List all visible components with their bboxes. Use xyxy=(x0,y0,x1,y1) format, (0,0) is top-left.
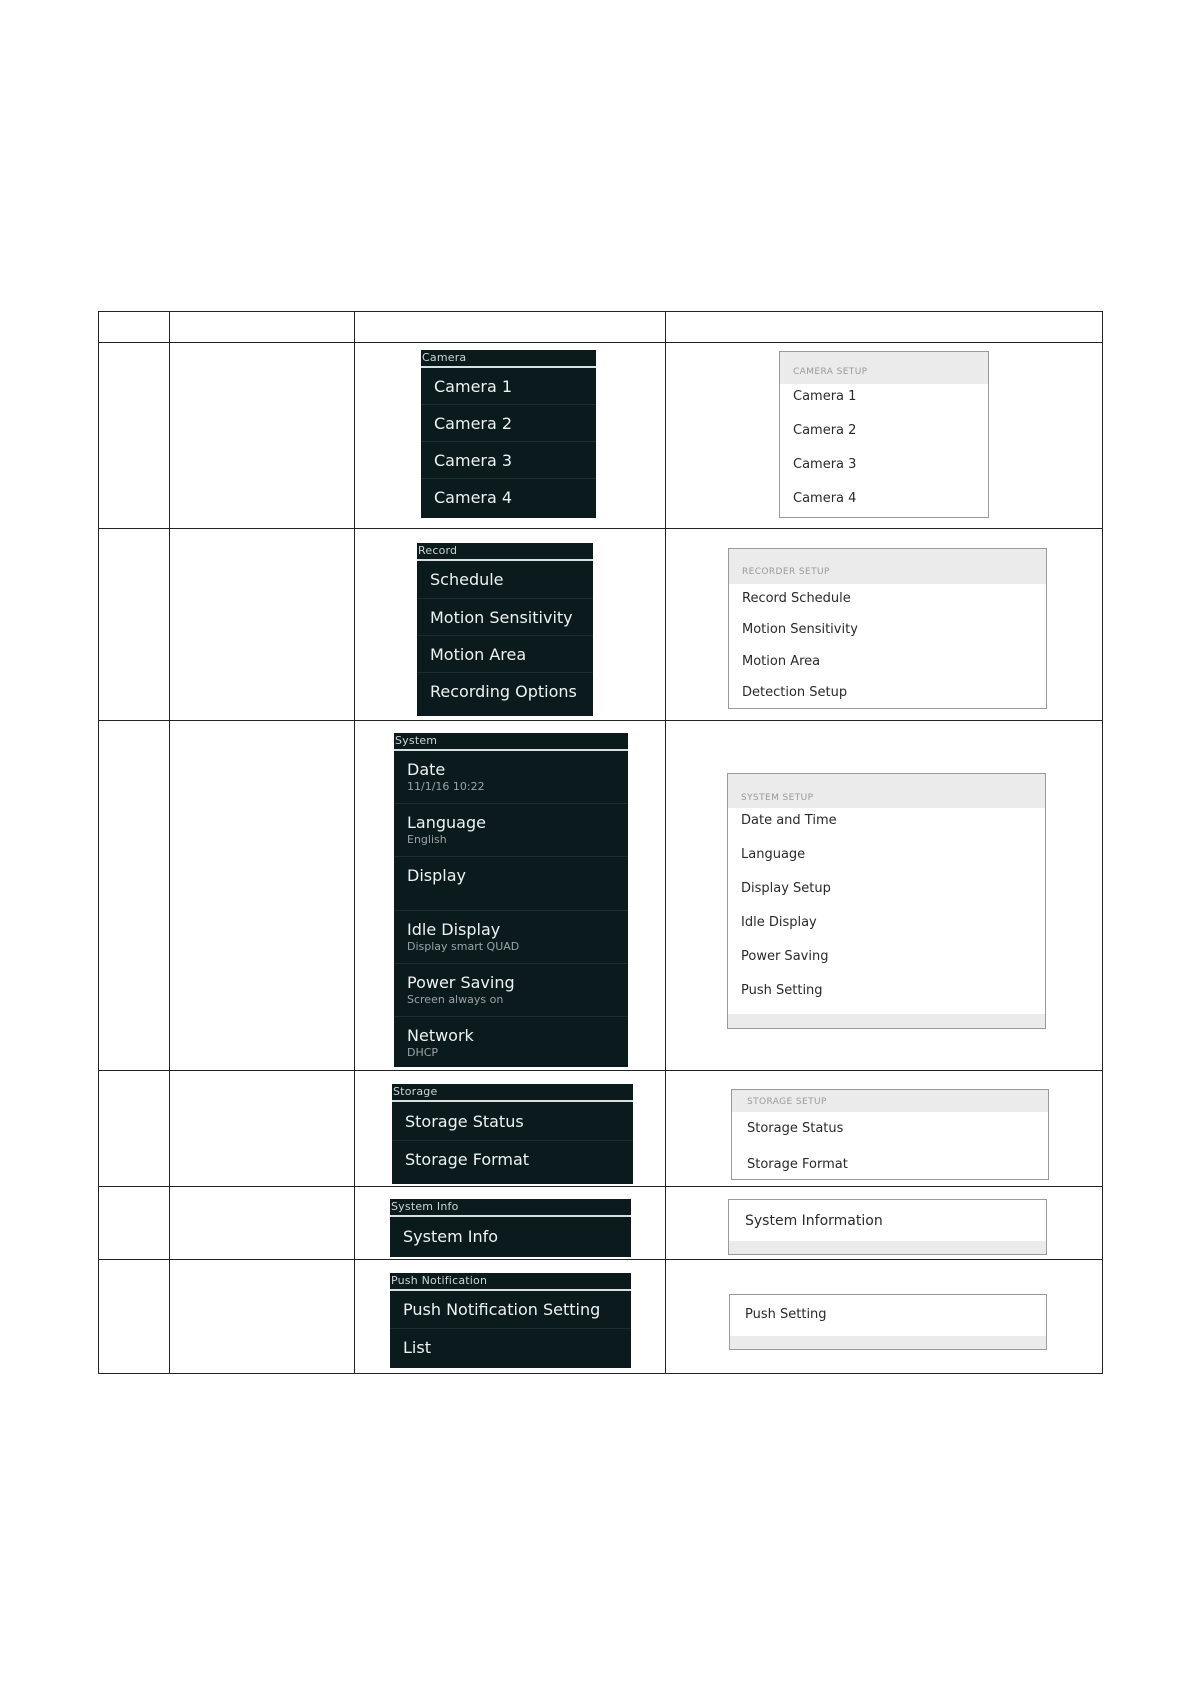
app-panel-item[interactable]: Camera 2 xyxy=(793,423,857,438)
table-border-top xyxy=(98,311,1103,312)
app-panel-footer xyxy=(728,1014,1045,1028)
app-panel-item[interactable]: Push Setting xyxy=(741,983,823,998)
app-panel-item[interactable]: Record Schedule xyxy=(742,591,851,606)
device-menu-label: Storage Format xyxy=(405,1150,530,1169)
device-menu-item[interactable] xyxy=(390,1291,631,1329)
device-menu-subtext: Screen always on xyxy=(407,993,504,1006)
table-border-right xyxy=(1102,311,1103,1374)
device-menu-label: Camera 3 xyxy=(434,451,513,470)
device-menu-label: System Info xyxy=(403,1227,499,1246)
app-panel-item[interactable]: Detection Setup xyxy=(742,685,848,700)
app-panel-item[interactable]: Language xyxy=(741,847,806,862)
app-panel-item[interactable]: Storage Format xyxy=(747,1157,848,1172)
device-push-notification-menu xyxy=(390,1273,631,1368)
row-divider xyxy=(98,1186,1103,1187)
device-menu-title: System Info xyxy=(390,1199,631,1217)
app-panel-header: RECORDER SETUP xyxy=(729,549,1046,584)
app-panel-item[interactable]: Camera 3 xyxy=(793,457,857,472)
device-menu-label: Date xyxy=(407,760,446,779)
app-panel-footer xyxy=(730,1336,1046,1349)
app-panel-item[interactable]: Camera 4 xyxy=(793,491,857,506)
device-camera-menu xyxy=(421,350,596,518)
app-panel-item[interactable]: Power Saving xyxy=(741,949,829,964)
device-menu-label: Motion Area xyxy=(430,645,527,664)
column-divider xyxy=(665,311,666,1374)
device-menu-item[interactable] xyxy=(394,1017,628,1067)
table-border-bottom xyxy=(98,1373,1103,1374)
app-push-setting-panel xyxy=(729,1294,1047,1350)
device-menu-label: Schedule xyxy=(430,570,504,589)
device-menu-label: Camera 2 xyxy=(434,414,513,433)
device-menu-item[interactable] xyxy=(417,561,593,599)
device-menu-title: System xyxy=(394,733,628,751)
device-menu-item[interactable] xyxy=(417,599,593,636)
app-panel-item[interactable]: System Information xyxy=(745,1213,883,1229)
device-menu-item[interactable] xyxy=(390,1217,631,1257)
app-panel-item[interactable]: Date and Time xyxy=(741,813,837,828)
app-panel-footer xyxy=(729,1241,1046,1254)
device-menu-label: Recording Options xyxy=(430,682,577,701)
device-menu-title: Camera xyxy=(421,350,596,368)
app-panel-item[interactable]: Idle Display xyxy=(741,915,817,930)
device-menu-label: Push Notification Setting xyxy=(403,1300,601,1319)
row-divider xyxy=(98,1259,1103,1260)
table-border-left xyxy=(98,311,99,1374)
column-divider xyxy=(169,311,170,1374)
device-system-info-menu xyxy=(390,1199,631,1257)
device-menu-item[interactable] xyxy=(421,368,596,405)
device-menu-item[interactable] xyxy=(392,1141,633,1179)
header-row-divider xyxy=(98,342,1103,343)
device-menu-item[interactable] xyxy=(394,964,628,1017)
device-menu-label: List xyxy=(403,1338,431,1357)
app-panel-header: STORAGE SETUP xyxy=(732,1090,1048,1112)
device-menu-item[interactable] xyxy=(421,405,596,442)
device-menu-item[interactable] xyxy=(394,857,628,911)
device-menu-label: Storage Status xyxy=(405,1112,524,1131)
device-menu-label: Network xyxy=(407,1026,474,1045)
app-panel-item[interactable]: Display Setup xyxy=(741,881,831,896)
app-panel-item[interactable]: Camera 1 xyxy=(793,389,857,404)
app-panel-header: CAMERA SETUP xyxy=(780,352,988,384)
device-menu-label: Idle Display xyxy=(407,920,501,939)
device-storage-menu xyxy=(392,1084,633,1184)
app-panel-header: SYSTEM SETUP xyxy=(728,774,1045,808)
column-divider xyxy=(354,311,355,1374)
device-menu-label: Language xyxy=(407,813,486,832)
row-divider xyxy=(98,1070,1103,1071)
device-menu-label: Display xyxy=(407,866,466,885)
device-record-menu xyxy=(417,543,593,716)
device-menu-label: Camera 1 xyxy=(434,377,513,396)
device-menu-item[interactable] xyxy=(421,442,596,479)
app-storage-setup-panel xyxy=(731,1089,1049,1180)
app-panel-item[interactable]: Motion Area xyxy=(742,654,821,669)
device-menu-title: Storage xyxy=(392,1084,633,1102)
device-menu-subtext: English xyxy=(407,833,447,846)
device-system-menu xyxy=(394,733,628,1067)
device-menu-label: Camera 4 xyxy=(434,488,513,507)
app-panel-item[interactable]: Motion Sensitivity xyxy=(742,622,858,637)
device-menu-item[interactable] xyxy=(394,911,628,964)
device-menu-item[interactable] xyxy=(394,751,628,804)
row-divider xyxy=(98,720,1103,721)
device-menu-item[interactable] xyxy=(392,1102,633,1141)
device-menu-subtext: DHCP xyxy=(407,1046,439,1059)
device-menu-item[interactable] xyxy=(417,636,593,673)
device-menu-subtext: 11/1/16 10:22 xyxy=(407,780,485,793)
app-panel-item[interactable]: Push Setting xyxy=(745,1307,827,1322)
device-menu-title: Push Notification xyxy=(390,1273,631,1291)
app-recorder-setup-panel xyxy=(728,548,1047,709)
device-menu-title: Record xyxy=(417,543,593,561)
app-camera-setup-panel xyxy=(779,351,989,518)
device-menu-label: Power Saving xyxy=(407,973,515,992)
device-menu-subtext: Display smart QUAD xyxy=(407,940,520,953)
device-menu-item[interactable] xyxy=(421,479,596,516)
app-system-setup-panel xyxy=(727,773,1046,1029)
row-divider xyxy=(98,528,1103,529)
app-system-information-panel xyxy=(728,1199,1047,1255)
app-panel-item[interactable]: Storage Status xyxy=(747,1121,844,1136)
device-menu-item[interactable] xyxy=(417,673,593,710)
device-menu-label: Motion Sensitivity xyxy=(430,608,573,627)
device-menu-item[interactable] xyxy=(394,804,628,857)
device-menu-item[interactable] xyxy=(390,1329,631,1366)
